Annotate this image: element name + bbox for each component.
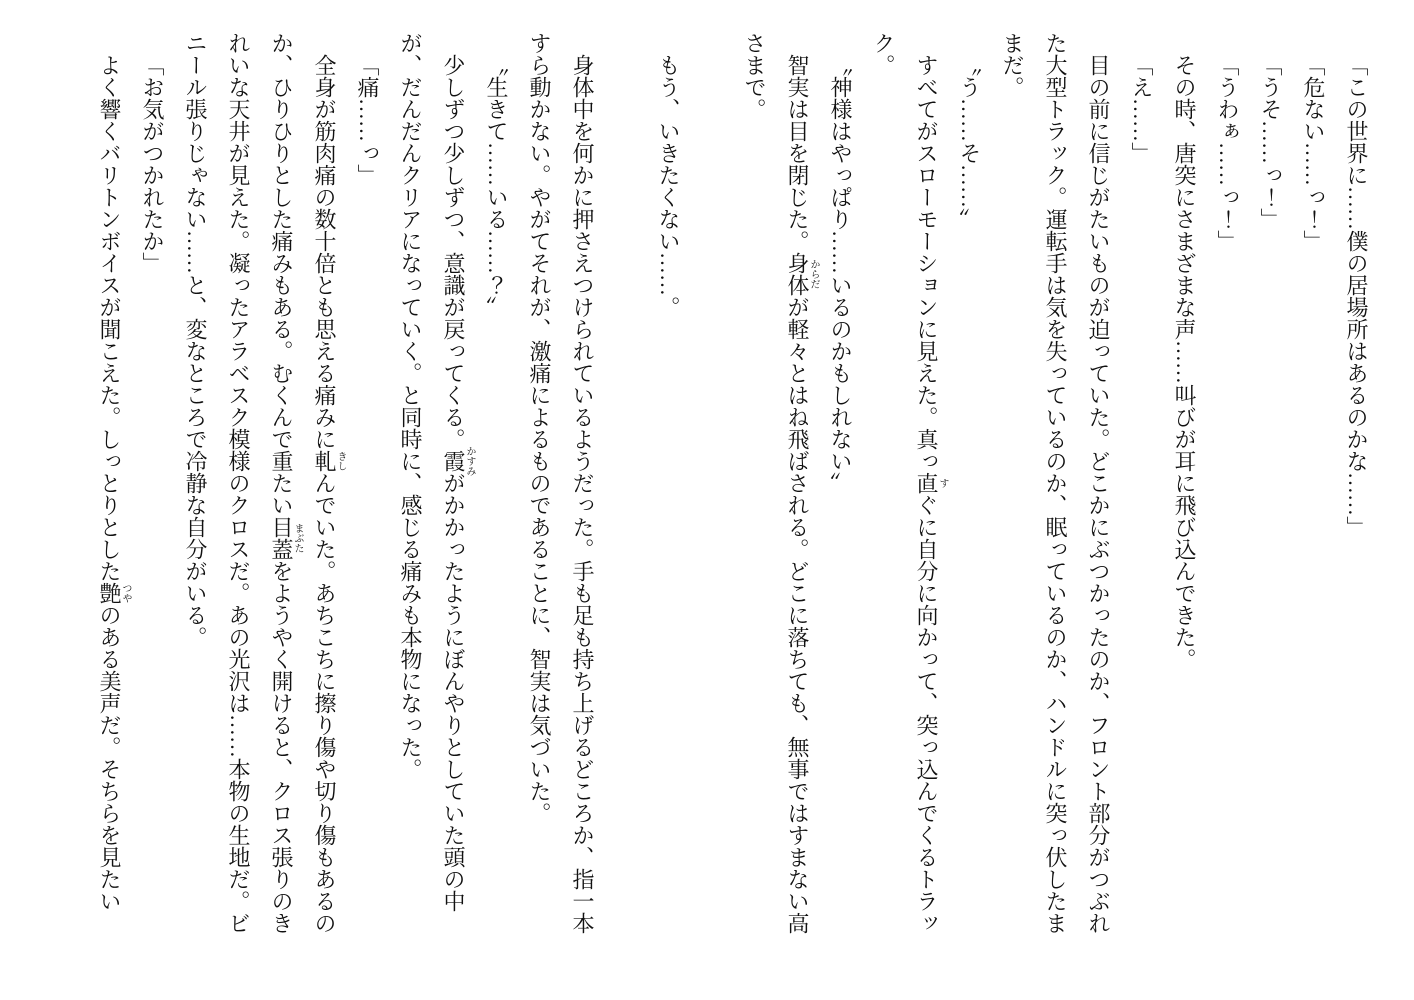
paragraph-18-dialogue: 「痛……っ」 [355,54,380,186]
paragraph-20-dialogue: 「お気がつかれたか」 [140,54,165,274]
paragraph-5-narration: その時、唐突にさまざまな声……叫びが耳に飛び込んできた。 [1172,54,1197,670]
paragraph-21-narration: よく響くバリトンボイスが聞こえた。しっとりとした艶つやのある美声だ。そちらを見たい [97,54,131,912]
paragraph-10-thought: 〝神様はやっぱり……いるのかもしれない〟 [828,54,853,494]
paragraph-2-dialogue: 「危ない……っ！」 [1301,54,1326,252]
paragraph-17-narration: 少しずつ少しずつ、意識が戻ってくる。霞かすみがかかったようにぼんやりとしていた頭の中が、だんだんクリアになっていく。と同時に、感じる痛みも本物になった。 [398,32,475,912]
paragraph-4-dialogue: 「うわぁ……っ！」 [1215,54,1240,252]
paragraph-13-narration: もう、いきたくない……。 [656,54,681,318]
blank-line [604,32,647,944]
paragraph-3-dialogue: 「うそ……っ！」 [1258,54,1283,230]
blank-line [690,32,733,944]
paragraph-16-thought: 〝生きて……いる……？〟 [484,54,509,318]
paragraph-6-dialogue: 「え……」 [1129,54,1154,164]
paragraph-11-narration: 智実は目を閉じた。身体からだが軽々とはね飛ばされる。どこに落ちても、無事ではすまない高さまで。 [742,32,819,934]
paragraph-7-narration: 目の前に信じがたいものが迫っていた。どこかにぶつかったのか、フロント部分がつぶれた大型トラック。運転手は気を失っているのか、眠っているのか、ハンドルに突っ伏したままだ。 [1000,32,1111,934]
paragraph-15-narration: 身体中を何かに押さえつけられているようだった。手も足も持ち上げるどころか、指一本すら動かない。やがてそれが、激痛によるものであることに、智実は気づいた。 [527,32,595,934]
paragraph-19-narration: 全身が筋肉痛の数十倍とも思える痛みに軋きしんでいた。あちこちに擦り傷や切り傷もあるのか、ひりひりとした痛みもある。むくんで重たい目蓋まぶたをようやく開けると、クロス張りのきれいな天井が見えた。凝ったアラベスク模様のクロスだ。あの光沢は……本物の生地だ。ビニール張りじゃない……と、変なところで冷静な自分がいる。 [183,32,346,934]
paragraph-8-thought: 〝う……そ……〟 [957,54,982,230]
paragraph-9-narration: すべてがスローモーションに見えた。真っ直すぐに自分に向かって、突っ込んでくるトラック。 [871,32,948,934]
vertical-text-body [88,32,1378,944]
paragraph-1-dialogue: 「この世界に……僕の居場所はあるのかな……」 [1344,54,1369,538]
